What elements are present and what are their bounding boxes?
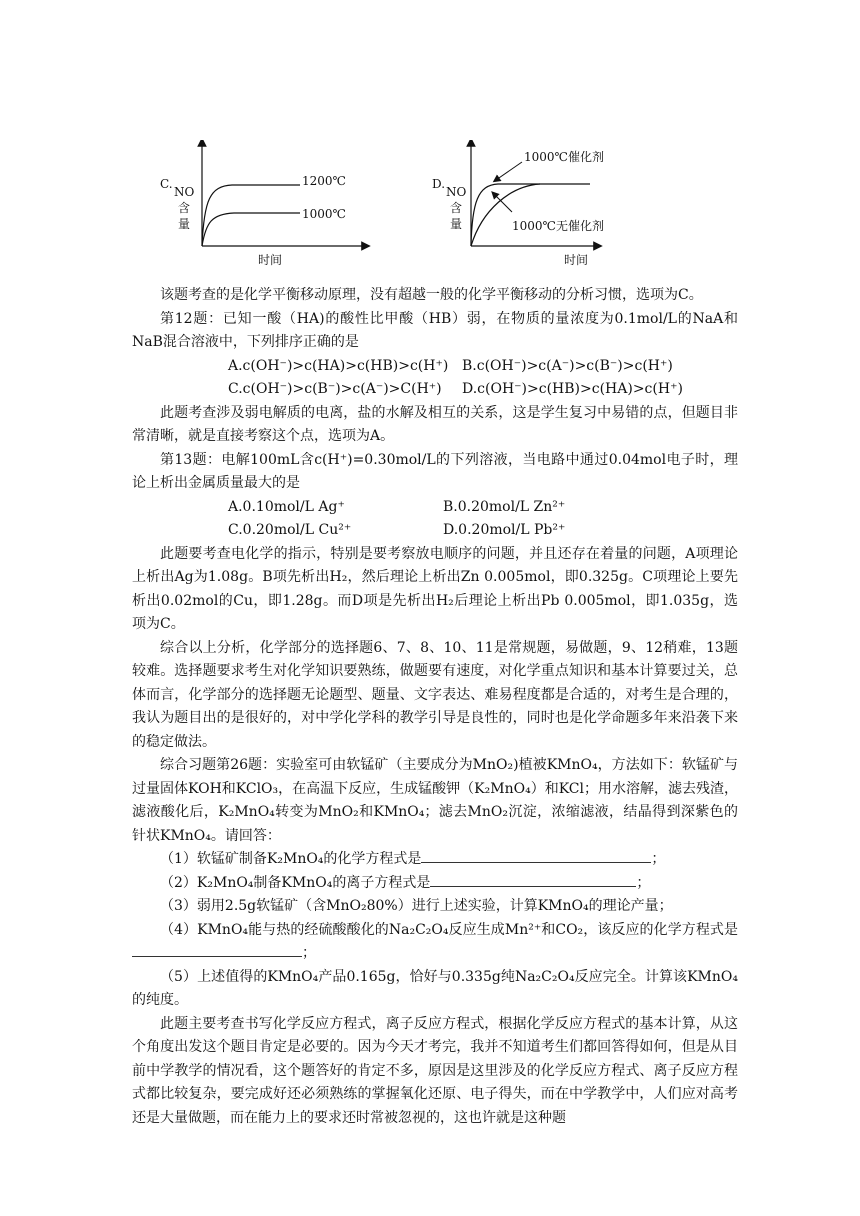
q26-part-2: （2）K₂MnO₄制备KMnO₄的离子方程式是 ； xyxy=(160,872,738,896)
figure-svg xyxy=(150,140,770,270)
q26-part-4: （4）KMnO₄能与热的经硫酸酸化的Na₂C₂O₄反应生成Mn²⁺和CO₂，该反应的化学方程式是； xyxy=(132,919,738,966)
figure-d-letter: D. xyxy=(432,177,446,191)
figure-c-xlabel: 时间 xyxy=(258,253,283,267)
answer-blank-1[interactable] xyxy=(421,848,651,863)
q13-option-a: A.0.10mol/L Ag⁺ xyxy=(228,498,345,515)
q26-part-1-text: （1）软锰矿制备K₂MnO₄的化学方程式是 xyxy=(160,851,422,867)
q26-part-5: （5）上述值得的KMnO₄产品0.165g，恰好与0.335g纯Na₂C₂O₄反应完全。计算该KMnO₄的纯度。 xyxy=(132,968,738,1008)
figure-c-label-top: 1200℃ xyxy=(302,174,346,188)
question-13-options-row1 xyxy=(132,496,738,520)
q26-part-1: （1）软锰矿制备K₂MnO₄的化学方程式是 ； xyxy=(160,848,738,872)
answer-blank-2[interactable] xyxy=(430,872,636,887)
figure-d-curve-no-catalyst xyxy=(471,184,540,246)
figure-d-label-top: 1000℃催化剂 xyxy=(524,150,604,164)
figure-d-label-bottom: 1000℃无催化剂 xyxy=(512,219,604,233)
question-12-options-row2 xyxy=(132,378,738,402)
q26-part-2-text: （2）K₂MnO₄制备KMnO₄的离子方程式是 xyxy=(160,874,431,891)
q13-option-b: B.0.20mol/L Zn²⁺ xyxy=(443,498,566,515)
figure-d xyxy=(432,142,604,267)
figure-d-ylabel-1: NO xyxy=(446,185,467,199)
q26-part-4-text: （4）KMnO₄能与热的经硫酸酸化的Na₂C₂O₄反应生成Mn²⁺和CO₂，该反应的化学方程式是 xyxy=(160,921,738,938)
answer-blank-4[interactable] xyxy=(132,942,302,957)
question-12: 第12题：已知一酸（HA)的酸性比甲酸（HB）弱，在物质的量浓度为0.1mol/L的NaA和NaB混合溶液中，下列排序正确的是 xyxy=(132,310,738,350)
paragraph-q26-analysis: 此题主要考查书写化学反应方程式，离子反应方程式，根据化学反应方程式的基本计算，从这个角度出发这个题目肯定是必要的。因为今天才考完，我并不知道考生们都回答得如何，但是从目前中学教学的情况看，这个题答好的肯定不多，原因是这里涉及的化学反应方程式、离子反应方程式都比较复杂，要完成好还必须熟练的掌握氧化还原、电子得失，而在中学教学中，人们应对高考还是大量做题，而在能力上的要求还时常被忽视的，这也许就是这种题 xyxy=(132,1015,738,1126)
figure-d-ylabel-3: 量 xyxy=(450,217,463,231)
q13-option-c: C.0.20mol/L Cu²⁺ xyxy=(228,522,352,538)
q12-option-d: D.c(OH⁻)>c(HB)>c(HA)>c(H⁺) xyxy=(462,381,683,397)
figure-c-label-bottom: 1000℃ xyxy=(302,207,346,221)
paragraph-q13-analysis: 此题要考查电化学的指示，特别是要考察放电顺序的问题，并且还存在着量的问题，A项理论上析出Ag为1.08g。B项先析出H₂，然后理论上析出Zn 0.005mol，即0.325g。C项理论上要先析出0.02mol的Cu，即1.28g。而D项是先析出H₂后理论上析出Pb 0.005mol，即1.035g，选项为C。 xyxy=(132,545,738,632)
paragraph-c-analysis: 该题考查的是化学平衡移动原理，没有超越一般的化学平衡移动的分析习惯，选项为C。 xyxy=(160,287,703,303)
document-body xyxy=(132,284,738,1130)
q12-option-b: B.c(OH⁻)>c(A⁻)>c(B⁻)>c(H⁺) xyxy=(462,357,673,374)
figure-d-pointer-top xyxy=(496,162,522,180)
figure-c xyxy=(160,142,366,267)
question-26: 综合习题第26题：实验室可由软锰矿（主要成分为MnO₂)植被KMnO₄，方法如下：软锰矿与过量固体KOH和KClO₃，在高温下反应，生成锰酸钾（K₂MnO₄）和KCl；用水溶解，滤去残渣，滤液酸化后，K₂MnO₄转变为MnO₂和KMnO₄；滤去MnO₂沉淀，浓缩滤液，结晶得到深紫色的针状KMnO₄。请回答： xyxy=(132,757,738,844)
figure-d-xlabel: 时间 xyxy=(564,253,589,267)
q12-option-c: C.c(OH⁻)>c(B⁻)>c(A⁻)>C(H⁺) xyxy=(228,381,442,397)
figures-area xyxy=(150,140,770,270)
figure-c-ylabel-3: 量 xyxy=(178,217,191,231)
q26-part-3: （3）弱用2.5g软锰矿（含MnO₂80%）进行上述实验，计算KMnO₄的理论产量； xyxy=(160,898,673,914)
question-12-options-row1 xyxy=(132,355,738,379)
figure-c-letter: C. xyxy=(160,177,173,191)
question-13-options-row2 xyxy=(132,519,738,543)
q12-option-a: A.c(OH⁻)>c(HA)>c(HB)>c(H⁺) xyxy=(228,357,449,374)
figure-c-curve-bottom xyxy=(202,213,300,246)
figure-d-ylabel-2: 含 xyxy=(450,201,463,215)
paragraph-summary: 综合以上分析，化学部分的选择题6、7、8、10、11是常规题，易做题，9、12稍难，13题较难。选择题要求考生对化学知识要熟练，做题要有速度，对化学重点知识和基本计算要过关，总体而言，化学部分的选择题无论题型、题量、文字表达、难易程度都是合适的，对考生是合理的，我认为题目出的是很好的，对中学化学科的教学引导是良性的，同时也是化学命题多年来沿袭下来的稳定做法。 xyxy=(132,639,738,750)
figure-d-curve-catalyst xyxy=(471,184,590,246)
q13-option-d: D.0.20mol/L Pb²⁺ xyxy=(443,522,566,538)
paragraph-q12-analysis: 此题考查涉及弱电解质的电离，盐的水解及相互的关系，这是学生复习中易错的点，但题目非常清晰，就是直接考察这个点，选项为A。 xyxy=(132,404,738,444)
figure-c-ylabel-2: 含 xyxy=(178,201,191,215)
figure-c-ylabel-1: NO xyxy=(174,185,195,199)
question-13: 第13题：电解100mL含c(H⁺)=0.30mol/L的下列溶液，当电路中通过0.04mol电子时，理论上析出金属质量最大的是 xyxy=(132,451,738,491)
figure-c-curve-top xyxy=(202,185,300,246)
